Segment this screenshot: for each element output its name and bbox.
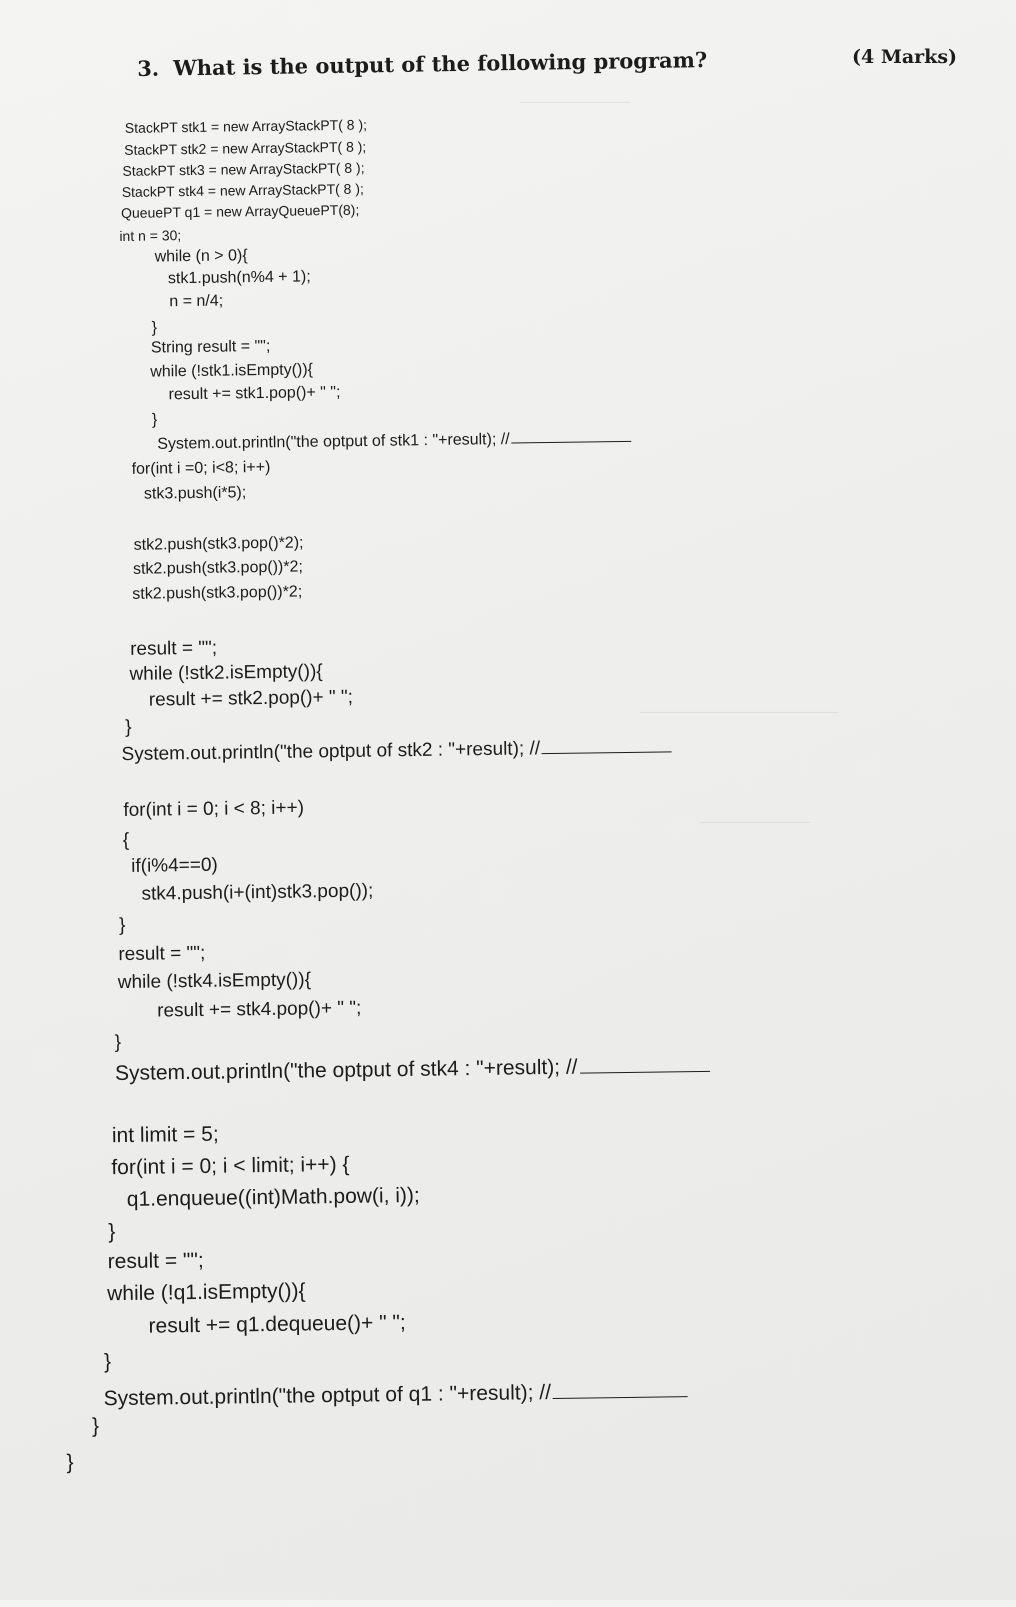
code-line: int n = 30; (119, 227, 182, 244)
marks-label: (4 Marks) (852, 46, 958, 68)
question-text: What is the output of the following program? (172, 47, 708, 81)
code-line: { (122, 829, 130, 851)
bleed-through-text: __________ (520, 80, 630, 105)
code-line: stk4.push(i+(int)stk3.pop()); (141, 880, 374, 905)
print-stk4-statement: System.out.println("the optput of stk4 : "+result); // (114, 1055, 578, 1086)
question-number: 3. (137, 55, 160, 81)
code-line: result += stk1.pop()+ " "; (168, 383, 341, 404)
code-line (157, 427, 632, 453)
code-line: } (118, 914, 126, 937)
code-line: } (66, 1450, 74, 1474)
code-line: int limit = 5; (111, 1122, 219, 1148)
bleed-through-text: __________ (700, 800, 810, 825)
code-line: for(int i =0; i<8; i++) (131, 458, 271, 478)
answer-blank-q1 (553, 1377, 688, 1399)
code-line: String result = ""; (150, 337, 271, 357)
code-line: while (!stk4.isEmpty()){ (117, 969, 312, 994)
code-line: while (!stk1.isEmpty()){ (150, 361, 314, 381)
code-line: result += q1.dequeue()+ " "; (148, 1311, 406, 1338)
code-line (121, 734, 672, 764)
code-line: stk3.push(i*5); (143, 484, 247, 503)
code-line: StackPT stk4 = new ArrayStackPT( 8 ); (121, 180, 364, 200)
code-line: } (151, 411, 158, 429)
code-line: } (114, 1032, 122, 1054)
code-line (103, 1377, 688, 1409)
code-line: stk2.push(stk3.pop())*2; (132, 583, 303, 603)
answer-blank-stk4 (579, 1052, 709, 1074)
code-line: stk1.push(n%4 + 1); (167, 268, 311, 288)
code-line: stk2.push(stk3.pop())*2; (132, 558, 303, 578)
code-line: } (151, 319, 158, 337)
bleed-through-text: __________________ (640, 690, 838, 715)
code-line: result = ""; (129, 637, 218, 660)
code-line: stk2.push(stk3.pop()*2); (133, 534, 304, 554)
code-line: for(int i = 0; i < 8; i++) (123, 797, 305, 821)
code-line: } (103, 1350, 112, 1374)
code-line: QueuePT q1 = new ArrayQueuePT(8); (120, 201, 360, 221)
code-line: while (!stk2.isEmpty()){ (129, 661, 323, 685)
code-line: result += stk4.pop()+ " "; (157, 997, 362, 1022)
print-stk2-statement: System.out.println("the optput of stk2 : "+result); // (121, 738, 541, 766)
code-line: result = ""; (118, 942, 206, 966)
code-line: result = ""; (107, 1248, 204, 1274)
code-line: } (125, 716, 132, 738)
code-line: result += stk2.pop()+ " "; (148, 686, 354, 711)
code-line: StackPT stk3 = new ArrayStackPT( 8 ); (122, 159, 365, 179)
code-line: for(int i = 0; i < limit; i++) { (111, 1152, 350, 1180)
code-line: StackPT stk1 = new ArrayStackPT( 8 ); (124, 116, 368, 136)
code-line: while (!q1.isEmpty()){ (106, 1279, 306, 1306)
code-line: if(i%4==0) (131, 854, 218, 877)
answer-blank-stk2 (542, 734, 672, 754)
code-line (115, 1052, 710, 1084)
code-line: } (91, 1414, 100, 1438)
answer-blank-stk1 (512, 427, 632, 444)
print-stk1-statement: System.out.println("the optput of stk1 : "+result); // (157, 430, 510, 453)
code-line: while (n > 0){ (154, 247, 248, 266)
code-line: n = n/4; (169, 292, 224, 311)
print-q1-statement: System.out.println("the optput of q1 : "+result); // (103, 1380, 552, 1411)
code-line: } (108, 1220, 116, 1244)
code-line: StackPT stk2 = new ArrayStackPT( 8 ); (124, 138, 367, 158)
code-line: q1.enqueue((int)Math.pow(i, i)); (126, 1183, 420, 1211)
